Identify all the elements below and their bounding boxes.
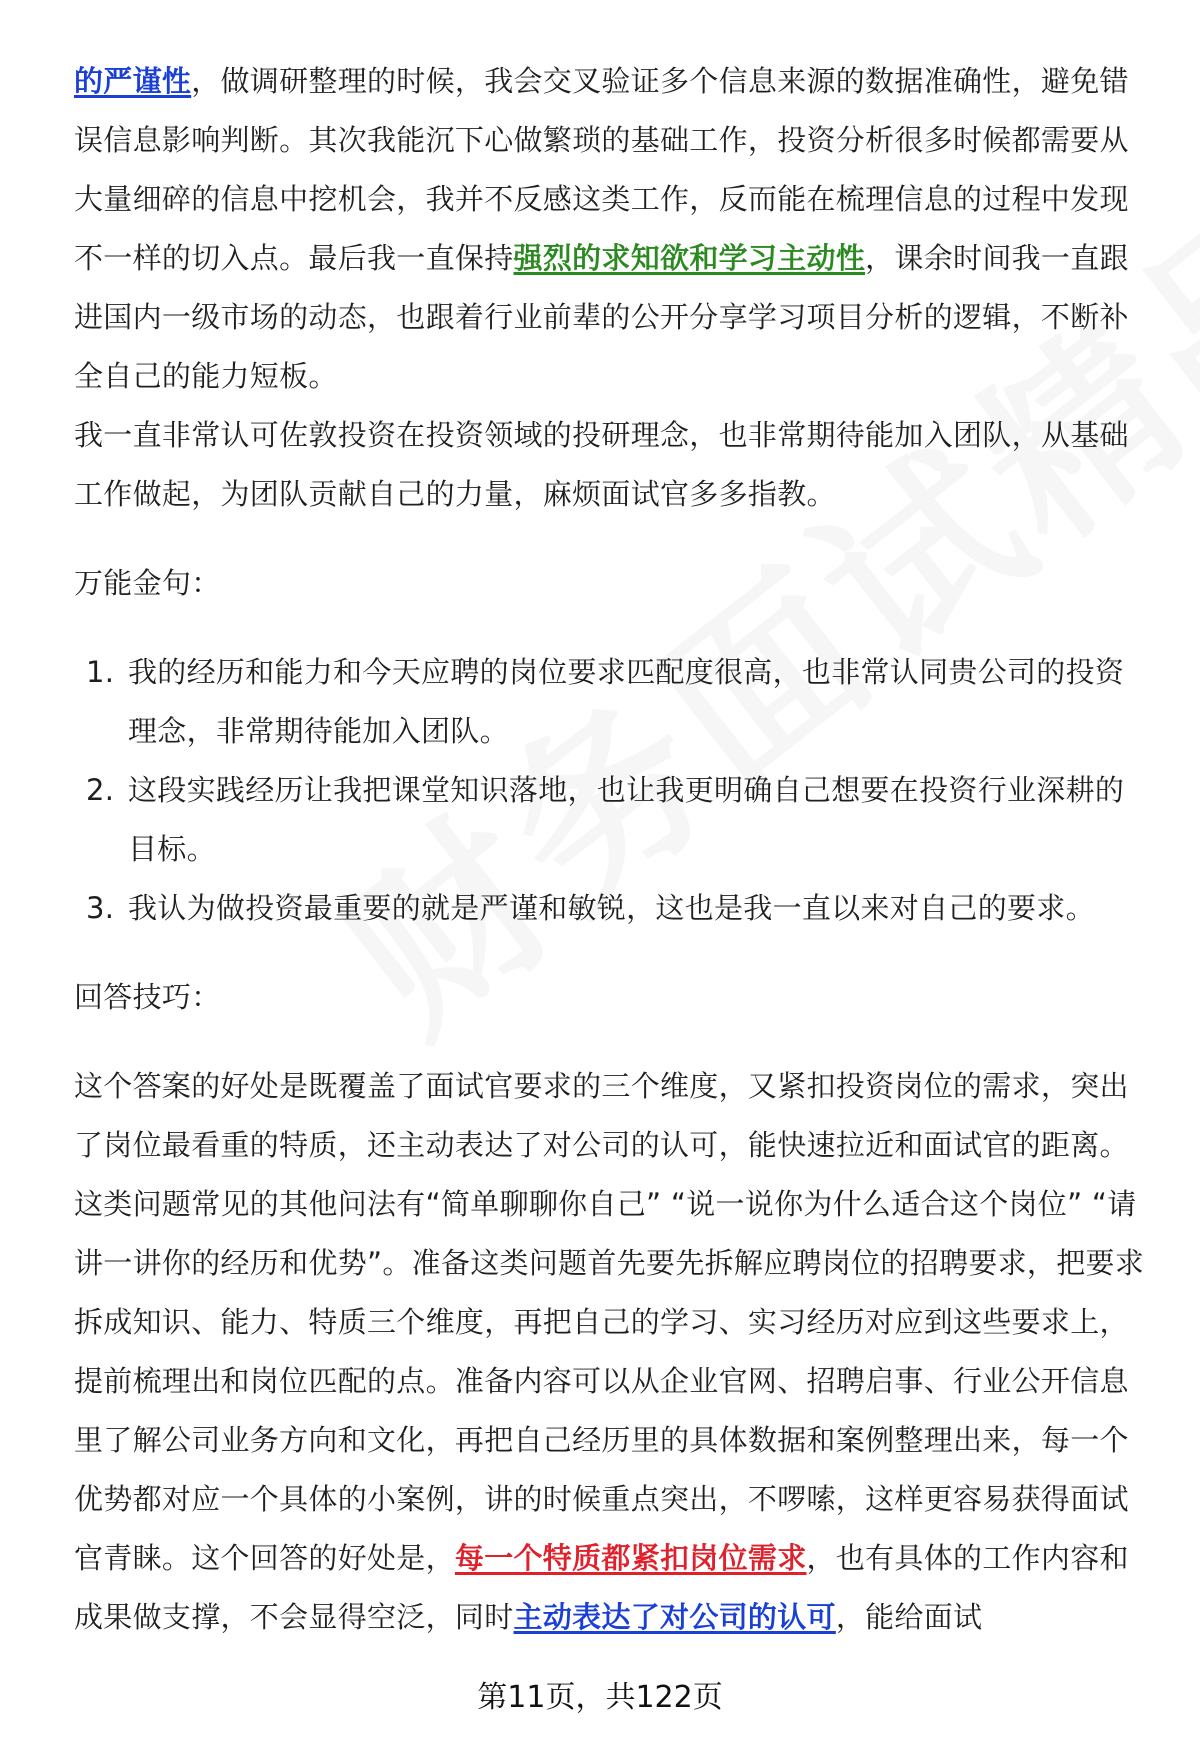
paragraph-text: ，做调研整理的时候，我会交叉验证多个信息来源的数据准确性，避免错误信息影响判断。其次我能沉下心做繁琐的基础工作，投资分析很多时候都需要从大量细碎的信息中挖机会，我并不反感这类工作，反而能在梳理信息的过程中发现不一样的切入点。最后我一直保持 [74,64,1129,275]
page-footer: 第11页，共122页 [477,1680,723,1715]
paragraph-tips [74,1057,1146,1647]
highlight-company-recognition: 主动表达了对公司的认可 [513,1600,836,1634]
list-number: 1. [86,655,115,689]
document-content [74,52,1146,1647]
section-title-golden: 万能金句： [74,566,221,600]
list-item [74,879,1146,938]
highlight-curiosity: 强烈的求知欲和学习主动性 [513,241,866,275]
highlight-job-fit: 每一个特质都紧扣岗位需求 [454,1541,807,1575]
list-text: 我的经历和能力和今天应聘的岗位要求匹配度很高，也非常认同贵公司的投资理念，非常期待能加入团队。 [128,655,1125,748]
paragraph-text: ，课余时间我一直跟进国内一级市场的动态，也跟着行业前辈的公开分享学习项目分析的逻辑，不断补全自己的能力短板。 [74,241,1129,393]
list-text: 这段实践经历让我把课堂知识落地，也让我更明确自己想要在投资行业深耕的目标。 [128,773,1125,866]
list-item [74,643,1146,761]
paragraph-closing: 我一直非常认可佐敦投资在投资领域的投研理念，也非常期待能加入团队，从基础工作做起，为团队贡献自己的力量，麻烦面试官多多指教。 [74,418,1129,511]
list-text: 我认为做投资最重要的就是严谨和敏锐，这也是我一直以来对自己的要求。 [128,891,1095,925]
list-item [74,761,1146,879]
paragraph-text: ，能给面试 [835,1600,983,1634]
golden-list [74,643,1146,938]
list-number: 3. [86,891,115,925]
section-title-tips: 回答技巧： [74,980,221,1014]
paragraph-text: ，也有具体的工作内容和成果做支撑，不会显得空泛，同时 [74,1541,1129,1634]
list-number: 2. [86,773,115,807]
paragraph-text: 这个答案的好处是既覆盖了面试官要求的三个维度，又紧扣投资岗位的需求，突出了岗位最看重的特质，还主动表达了对公司的认可，能快速拉近和面试官的距离。这类问题常见的其他问法有“简单聊聊你自己” “说一说你为什么适合这个岗位” “请讲一讲你的经历和优势”。准备这类问题首先要先拆解应聘岗位的招聘要求，把要求拆成知识、能力、特质三个维度，再把自己的学习、实习经历对应到这些要求上，提前梳理出和岗位匹配的点。准备内容可以从企业官网、招聘启事、行业公开信息里了解公司业务方向和文化，再把自己经历里的具体数据和案例整理出来，每一个优势都对应一个具体的小案例，讲的时候重点突出，不啰嗦，这样更容易获得面试官青睐。这个回答的好处是， [74,1069,1145,1575]
paragraph-strengths [74,52,1146,406]
highlight-rigor: 的严谨性 [74,64,192,98]
